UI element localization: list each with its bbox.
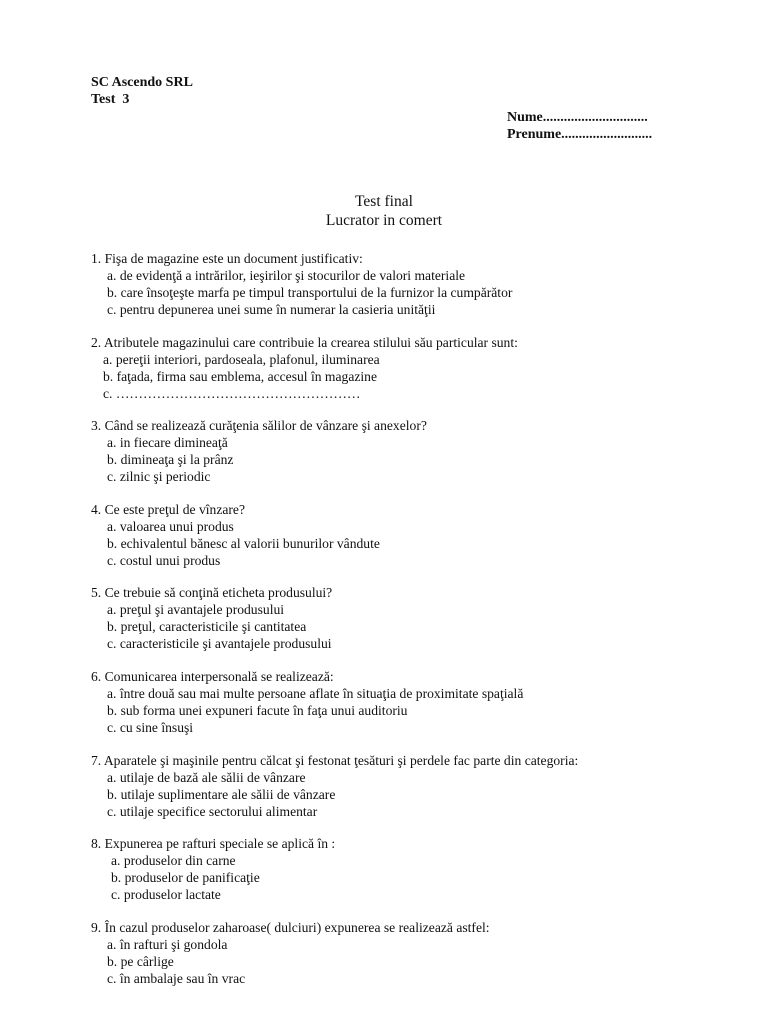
question-text: 5. Ce trebuie să conţină eticheta produsului?	[91, 585, 333, 601]
option-b: b. care însoţeşte marfa pe timpul transportului de la furnizor la cumpărător	[107, 285, 513, 300]
option-c: c. utilaje specifice sectorului alimentar	[107, 803, 318, 819]
question-4	[91, 501, 751, 569]
option-a: a. de evidenţă a intrărilor, ieşirilor şi stocurilor de valori materiale	[107, 268, 466, 283]
option-c: c. produselor lactate	[111, 887, 221, 903]
question-text: 6. Comunicarea interpersonală se realizează:	[91, 668, 334, 684]
question-2	[91, 334, 751, 402]
question-6	[91, 668, 751, 736]
option-a: a. preţul şi avantajele produsului	[107, 602, 285, 618]
option-c: c. ………………………………………………	[103, 385, 361, 401]
question-3	[91, 417, 751, 485]
option-a: a. valoarea unui produs	[107, 518, 234, 534]
option-b: b. pe cârlige	[107, 953, 174, 969]
surname-field: Prenume..........................	[507, 127, 653, 142]
page-title	[0, 192, 768, 230]
option-a: a. între două sau mai multe persoane aflate în situaţia de proximitate spaţială	[107, 685, 524, 701]
option-c: c. cu sine însuşi	[107, 719, 194, 735]
question-8	[91, 835, 751, 903]
option-b: b. produselor de panificaţie	[111, 870, 260, 886]
question-9	[91, 919, 751, 987]
question-text: 3. Când se realizează curăţenia sălilor de vânzare şi anexelor?	[91, 418, 427, 434]
question-text: 2. Atributele magazinului care contribuie la crearea stilului său particular sunt:	[91, 334, 518, 350]
option-a: a. utilaje de bază ale sălii de vânzare	[107, 769, 306, 785]
option-b: b. faţada, firma sau emblema, accesul în magazine	[103, 368, 378, 384]
question-text: 1. Fişa de magazine este un document justificativ:	[91, 251, 363, 266]
option-a: a. in fiecare dimineaţă	[107, 435, 228, 451]
option-c: c. pentru depunerea unei sume în numerar la casieria unităţii	[107, 302, 436, 317]
option-b: b. sub forma unei expuneri facute în faţa unui auditoriu	[107, 702, 408, 718]
title-line-1: Test final	[355, 193, 413, 210]
question-text: 7. Aparatele şi maşinile pentru călcat şi festonat ţesături şi perdele fac parte din categoria:	[91, 752, 579, 768]
header-left	[91, 74, 193, 108]
option-c: c. costul unui produs	[107, 552, 221, 568]
option-b: b. dimineaţa şi la prânz	[107, 452, 234, 468]
company-name: SC Ascendo SRL	[91, 75, 193, 90]
question-list	[91, 250, 751, 1002]
question-7	[91, 752, 751, 820]
option-a: a. pereţii interiori, pardoseala, plafonul, iluminarea	[103, 351, 380, 367]
option-b: b. utilaje suplimentare ale sălii de vânzare	[107, 786, 336, 802]
question-1	[91, 250, 751, 318]
name-field: Nume..............................	[507, 110, 648, 125]
question-5	[91, 584, 751, 652]
option-b: b. echivalentul bănesc al valorii bunurilor vândute	[107, 535, 380, 551]
question-text: 4. Ce este preţul de vînzare?	[91, 501, 245, 517]
test-number: Test 3	[91, 92, 130, 107]
option-b: b. preţul, caracteristicile şi cantitatea	[107, 619, 307, 635]
option-c: c. în ambalaje sau în vrac	[107, 970, 246, 986]
question-text: 8. Expunerea pe rafturi speciale se aplică în :	[91, 836, 336, 852]
option-c: c. caracteristicile şi avantajele produsului	[107, 636, 332, 652]
student-fields	[507, 109, 652, 143]
question-text: 9. În cazul produselor zaharoase( dulciuri) expunerea se realizează astfel:	[91, 919, 490, 935]
option-a: a. în rafturi şi gondola	[107, 936, 228, 952]
title-line-2: Lucrator in comert	[325, 212, 443, 229]
option-c: c. zilnic şi periodic	[107, 469, 211, 485]
option-a: a. produselor din carne	[111, 853, 236, 869]
